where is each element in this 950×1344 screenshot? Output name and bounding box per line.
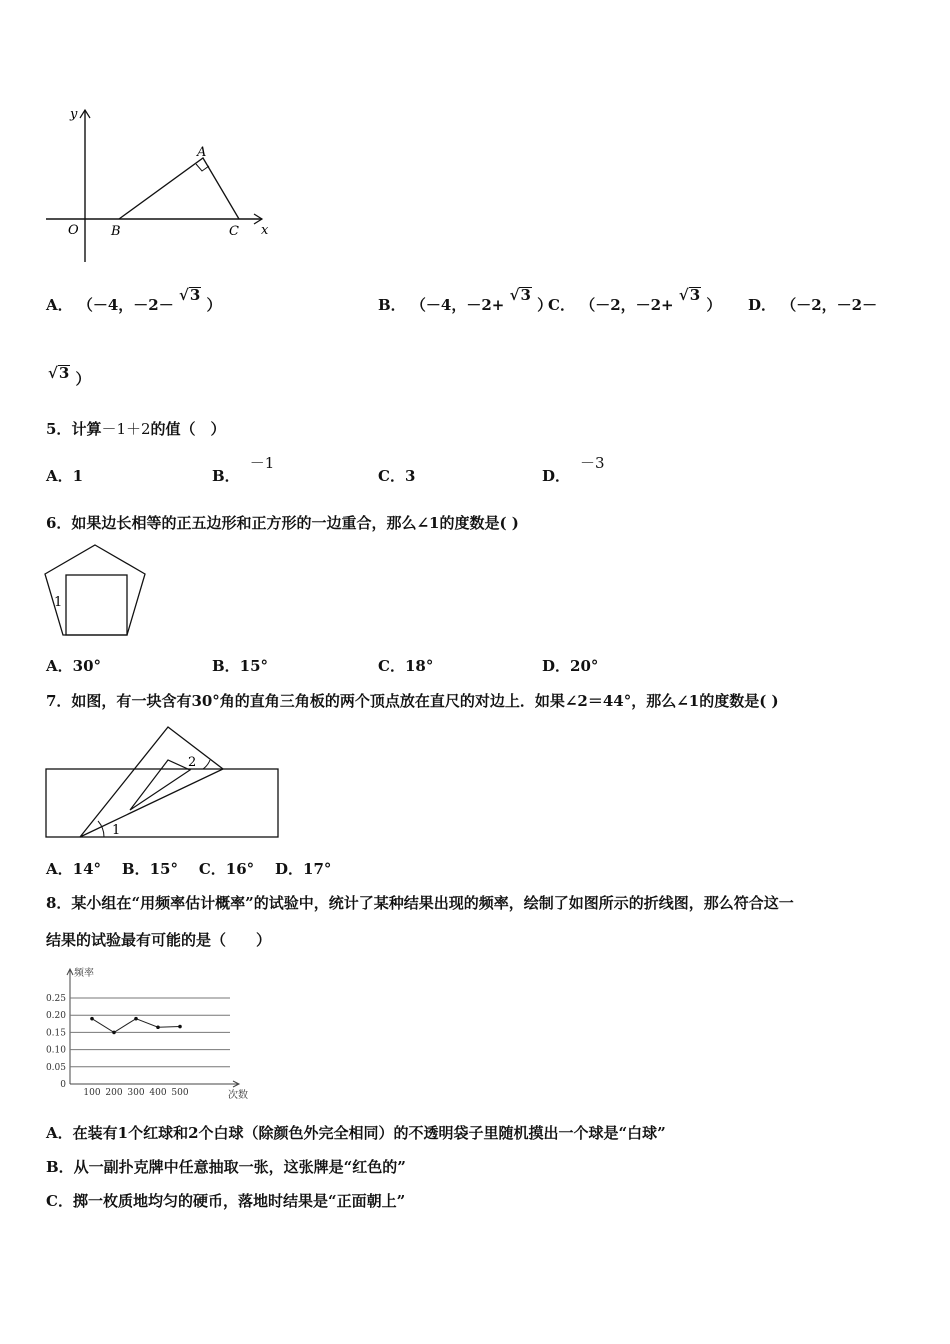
q8-frequency-line-chart [40,962,248,1102]
q8-option-c[interactable]: C．掷一枚质地均匀的硬币，落地时结果是“正面朝上” [46,1192,406,1210]
y-tick-label: 0 [60,1080,66,1090]
y-tick-label: 0.20 [45,1011,66,1022]
q8-question-line2: 结果的试验最有可能的是（ ） [46,931,272,949]
y-tick-label: 0.25 [45,994,66,1004]
q4-option-d[interactable]: D． （－2，－2－ [748,296,878,314]
q6-option-a[interactable]: A．30° [46,657,102,675]
point-b-label: B [111,224,121,239]
q5-question: 5．计算－1＋2的值（ ） [46,420,226,438]
q8-option-a[interactable]: A．在装有1个红球和2个白球（除颜色外完全相同）的不透明袋子里随机摸出一个球是“白球” [46,1124,666,1142]
q8-option-b[interactable]: B．从一副扑克牌中任意抽取一张，这张牌是“红色的” [46,1158,406,1176]
x-tick-label: 500 [171,1088,189,1098]
q6-option-d[interactable]: D．20° [542,657,599,675]
data-point [178,1025,182,1029]
x-axis-label: x [261,223,269,238]
series-line [92,1019,180,1033]
angle-1-label: 1 [54,595,63,610]
q6-option-c[interactable]: C．18° [378,657,434,675]
q4-option-a[interactable]: A． （－4，－2－ √3 ） [46,286,222,314]
q5-option-c[interactable]: C．3 [378,467,416,485]
angle-2-label: 2 [188,755,197,770]
point-c-label: C [229,224,239,239]
y-axis-label: y [70,107,78,122]
q6-question: 6．如果边长相等的正五边形和正方形的一边重合，那么∠1的度数是( ) [46,514,519,532]
x-tick-label: 200 [105,1088,123,1098]
y-axis-title: 频率 [74,968,94,979]
angle-1-label: 1 [112,823,121,838]
q4-option-b[interactable]: B． （－4，－2+ √3 ） [378,286,553,314]
q5-option-b[interactable]: B．－1 [212,454,275,485]
sqrt-symbol: √3 [678,286,701,304]
y-tick-label: 0.15 [45,1028,66,1039]
q6-pentagon-square-figure [40,540,160,645]
origin-label: O [68,223,79,238]
data-point [134,1017,138,1021]
sqrt-symbol: √3 [48,364,70,382]
y-tick-label: 0.10 [45,1045,66,1056]
x-tick-label: 400 [149,1088,167,1098]
x-tick-label: 100 [83,1088,101,1098]
q6-option-b[interactable]: B．15° [212,657,269,675]
q4-figure [40,100,280,270]
q7-ruler-triangle-figure [40,720,290,845]
q8-question-line1: 8．某小组在“用频率估计概率”的试验中，统计了某种结果出现的频率，绘制了如图所示的折线图，那么符合这一 [46,894,794,912]
q5-option-a[interactable]: A．1 [46,467,84,485]
sqrt-symbol: √3 [178,286,201,304]
q7-question: 7．如图，有一块含有30°角的直角三角板的两个顶点放在直尺的对边上．如果∠2＝44°，那么∠1的度数是( ) [46,692,779,710]
data-point [90,1017,94,1021]
q4-option-c[interactable]: C． （－2，－2+ √3 ） [548,286,722,314]
q7-options[interactable]: A．14° B．15° C．16° D．17° [46,860,332,878]
y-tick-label: 0.05 [45,1062,66,1073]
x-tick-label: 300 [127,1088,145,1098]
x-axis-title: 次数 [228,1090,248,1101]
data-point [112,1031,116,1035]
point-a-label: A [197,145,207,160]
q5-option-d[interactable]: D．－3 [542,454,605,485]
sqrt-symbol: √3 [509,286,531,304]
q4-option-d-continued: √3 ） [48,364,91,388]
data-point [156,1025,160,1029]
